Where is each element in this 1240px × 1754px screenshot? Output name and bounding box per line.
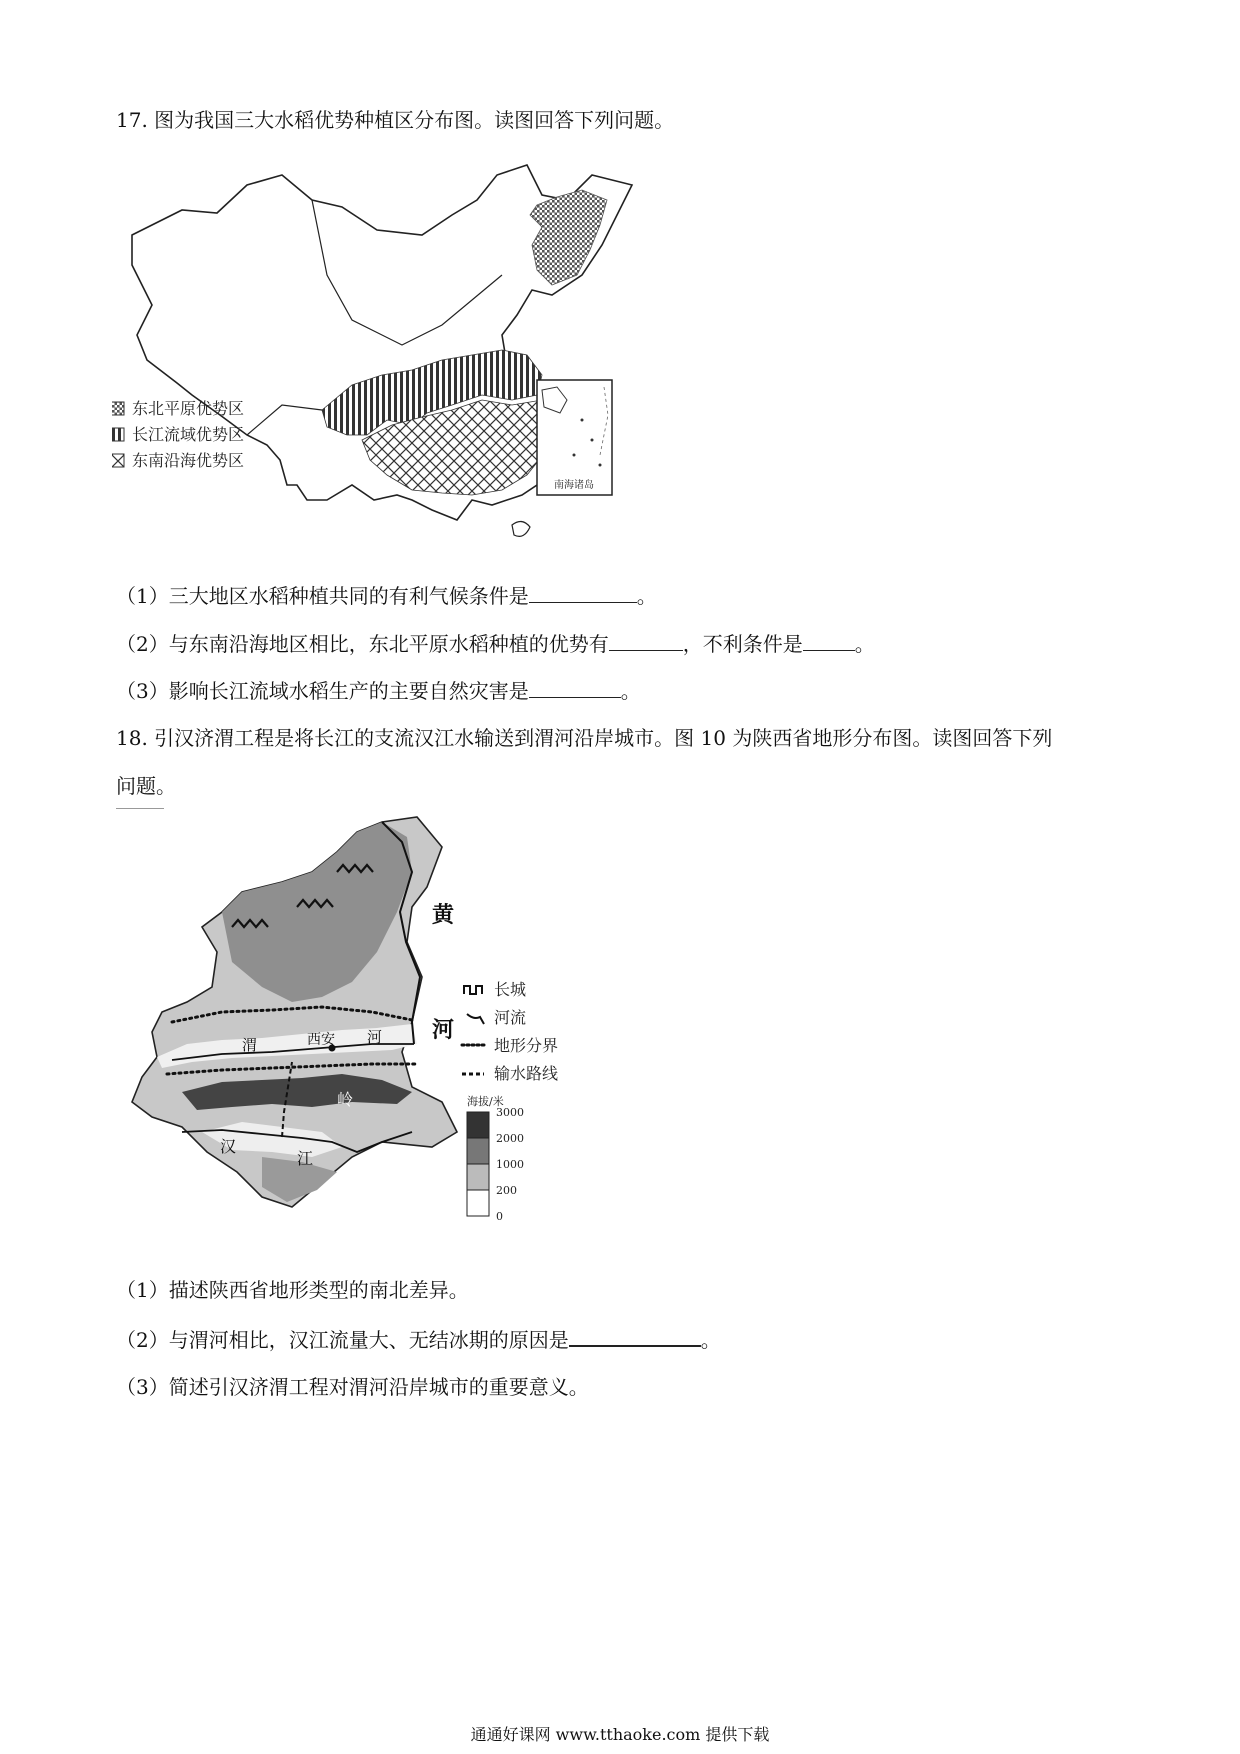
svg-text:河: 河 (432, 1017, 455, 1043)
legend-southeast: 东南沿海优势区 (132, 451, 245, 470)
svg-text:西安: 西安 (307, 1032, 335, 1048)
answer-blank[interactable] (529, 582, 637, 603)
legend-river-icon (467, 1014, 484, 1024)
q18-stem-line2: 问题。 (116, 774, 176, 798)
svg-text:河: 河 (367, 1028, 383, 1046)
svg-text:2000: 2000 (496, 1132, 524, 1145)
q18-sub3: （3）简述引汉济渭工程对渭河沿岸城市的重要意义。 (116, 1375, 589, 1399)
svg-text:渭: 渭 (242, 1036, 258, 1054)
q18-sub1: （1）描述陕西省地形类型的南北差异。 (116, 1278, 469, 1302)
svg-text:海拔/米: 海拔/米 (467, 1095, 504, 1108)
svg-text:地形分界: 地形分界 (494, 1036, 559, 1055)
svg-text:黄: 黄 (432, 902, 455, 928)
legend-wall-icon (464, 986, 482, 994)
svg-text:汉: 汉 (220, 1137, 237, 1156)
svg-text:0: 0 (496, 1210, 503, 1223)
footer: 通通好课网 www.tthaoke.com 提供下载 (470, 1725, 770, 1744)
q18-stem-line1: 18. 引汉济渭工程是将长江的支流汉江水输送到渭河沿岸城市。图 10 为陕西省地形分布图。读图回答下列 (116, 726, 1053, 750)
shaanxi-terrain-map (112, 812, 592, 1232)
q17-sub3: （3）影响长江流域水稻生产的主要自然灾害是 。 (116, 679, 641, 703)
svg-text:长城: 长城 (494, 980, 527, 999)
answer-blank[interactable] (529, 677, 621, 698)
divider (116, 808, 164, 809)
svg-text:输水路线: 输水路线 (494, 1064, 559, 1083)
inset-label: 南海诸岛 (554, 480, 594, 491)
legend-northeast: 东北平原优势区 (132, 399, 245, 418)
answer-blank[interactable] (569, 1325, 701, 1347)
svg-text:1000: 1000 (496, 1158, 524, 1171)
q17-sub1: （1）三大地区水稻种植共同的有利气候条件是 。 (116, 584, 657, 608)
svg-text:江: 江 (297, 1149, 314, 1168)
q17-sub2: （2）与东南沿海地区相比，东北平原水稻种植的优势有 ，不利条件是 。 (116, 632, 875, 656)
svg-text:河流: 河流 (494, 1008, 527, 1027)
svg-text:200: 200 (496, 1184, 517, 1197)
svg-text:3000: 3000 (496, 1106, 524, 1119)
answer-blank[interactable] (609, 630, 683, 651)
china-rice-map (112, 155, 702, 555)
svg-text:岭: 岭 (337, 1090, 354, 1109)
q17-stem: 17. 图为我国三大水稻优势种植区分布图。读图回答下列问题。 (116, 108, 675, 132)
q18-sub2: （2）与渭河相比，汉江流量大、无结冰期的原因是 。 (116, 1325, 721, 1354)
answer-blank[interactable] (803, 630, 855, 651)
south-sea-inset (537, 380, 612, 495)
legend-yangtze: 长江流域优势区 (132, 425, 245, 444)
